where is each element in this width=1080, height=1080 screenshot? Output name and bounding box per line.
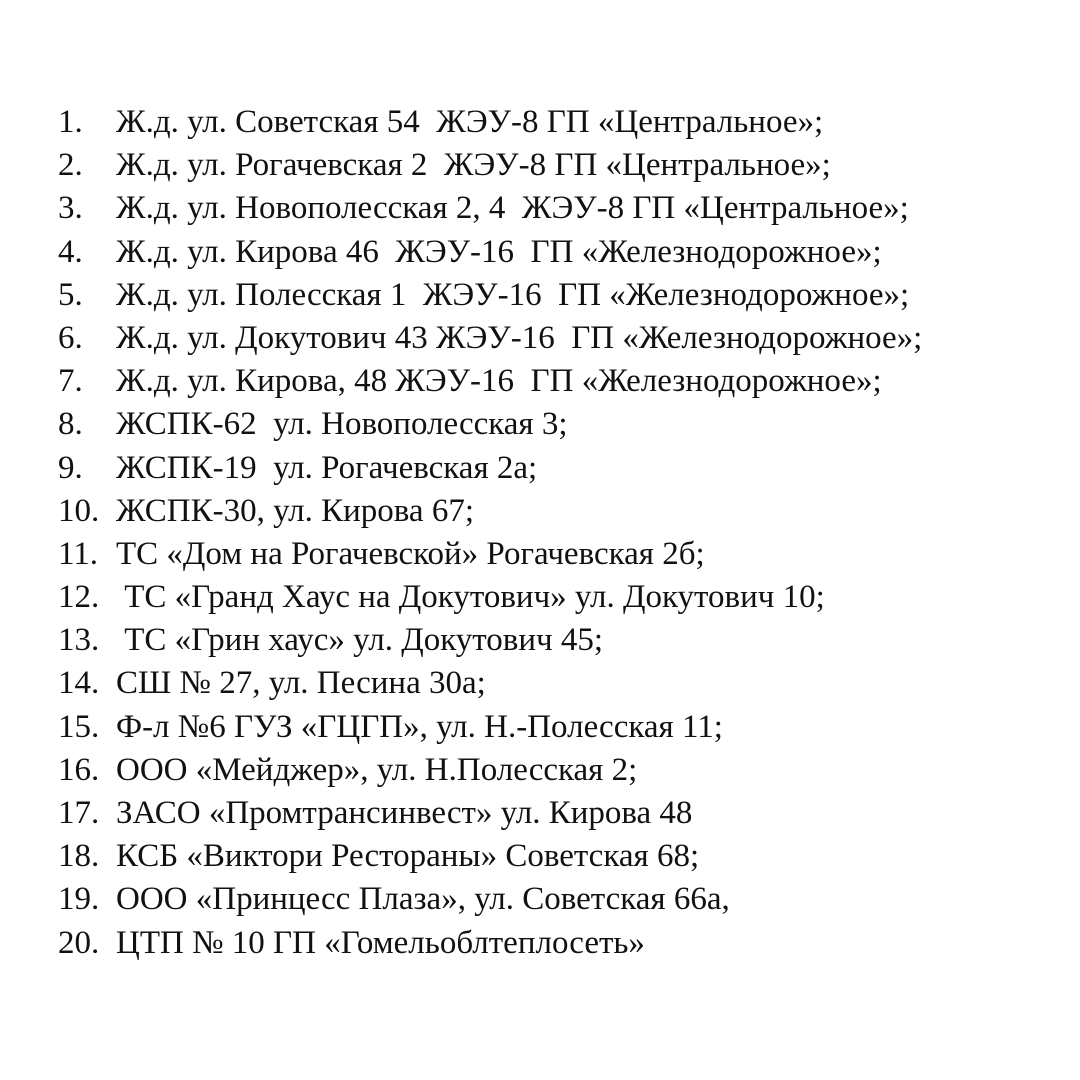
item-number: 4. [58,233,83,270]
item-text: ЖСПК-62 ул. Новополесская 3; [116,406,568,443]
item-number: 1. [58,104,83,140]
item-text: ТС «Гранд Хаус на Докутович» ул. Докутович 10; [116,579,825,616]
item-text: КСБ «Виктори Рестораны» Советская 68; [116,838,700,875]
item-number: 12. [58,579,100,616]
item-text: Ж.д. ул. Полесская 1 ЖЭУ-16 ГП «Железнодорожное»; [116,276,910,313]
item-text: ТС «Грин хаус» ул. Докутович 45; [116,622,604,659]
item-text: ТС «Дом на Рогачевской» Рогачевская 2б; [116,535,705,572]
item-text: Ж.д. ул. Рогачевская 2 ЖЭУ-8 ГП «Центральное»; [116,147,831,184]
item-text: ЗАСО «Промтрансинвест» ул. Кирова 48 [116,795,693,831]
item-number: 3. [58,190,83,227]
item-text: Ж.д. ул. Докутович 43 ЖЭУ-16 ГП «Железнодорожное»; [116,319,923,356]
item-number: 5. [58,276,83,313]
item-number: 20. [58,924,100,961]
item-number: 13. [58,622,100,659]
item-text: ООО «Мейджер», ул. Н.Полесская 2; [116,751,638,788]
item-text: Ж.д. ул. Кирова, 48 ЖЭУ-16 ГП «Железнодорожное»; [116,363,882,400]
item-text: ООО «Принцесс Плаза», ул. Советская 66а, [116,881,730,918]
item-number: 16. [58,751,100,788]
item-number: 11. [58,535,99,572]
item-text: Ж.д. ул. Кирова 46 ЖЭУ-16 ГП «Железнодорожное»; [116,233,882,270]
item-number: 14. [58,665,100,702]
item-number: 8. [58,406,83,443]
item-text: Ф-л №6 ГУЗ «ГЦГП», ул. Н.-Полесская 11; [116,708,723,745]
item-text: ЦТП № 10 ГП «Гомельоблтеплосеть» [116,924,645,961]
item-text: Ж.д. ул. Советская 54 ЖЭУ-8 ГП «Центральное»; [116,104,824,140]
item-text: Ж.д. ул. Новополесская 2, 4 ЖЭУ-8 ГП «Центральное»; [116,190,909,227]
item-number: 9. [58,449,83,486]
item-number: 10. [58,492,100,529]
item-number: 15. [58,708,100,745]
item-number: 2. [58,147,83,184]
item-number: 19. [58,881,100,918]
item-number: 17. [58,795,100,831]
item-text: СШ № 27, ул. Песина 30а; [116,665,486,702]
item-text: ЖСПК-19 ул. Рогачевская 2а; [116,449,538,486]
item-number: 18. [58,838,100,875]
item-number: 7. [58,363,83,400]
item-number: 6. [58,319,83,356]
item-text: ЖСПК-30, ул. Кирова 67; [116,492,474,529]
